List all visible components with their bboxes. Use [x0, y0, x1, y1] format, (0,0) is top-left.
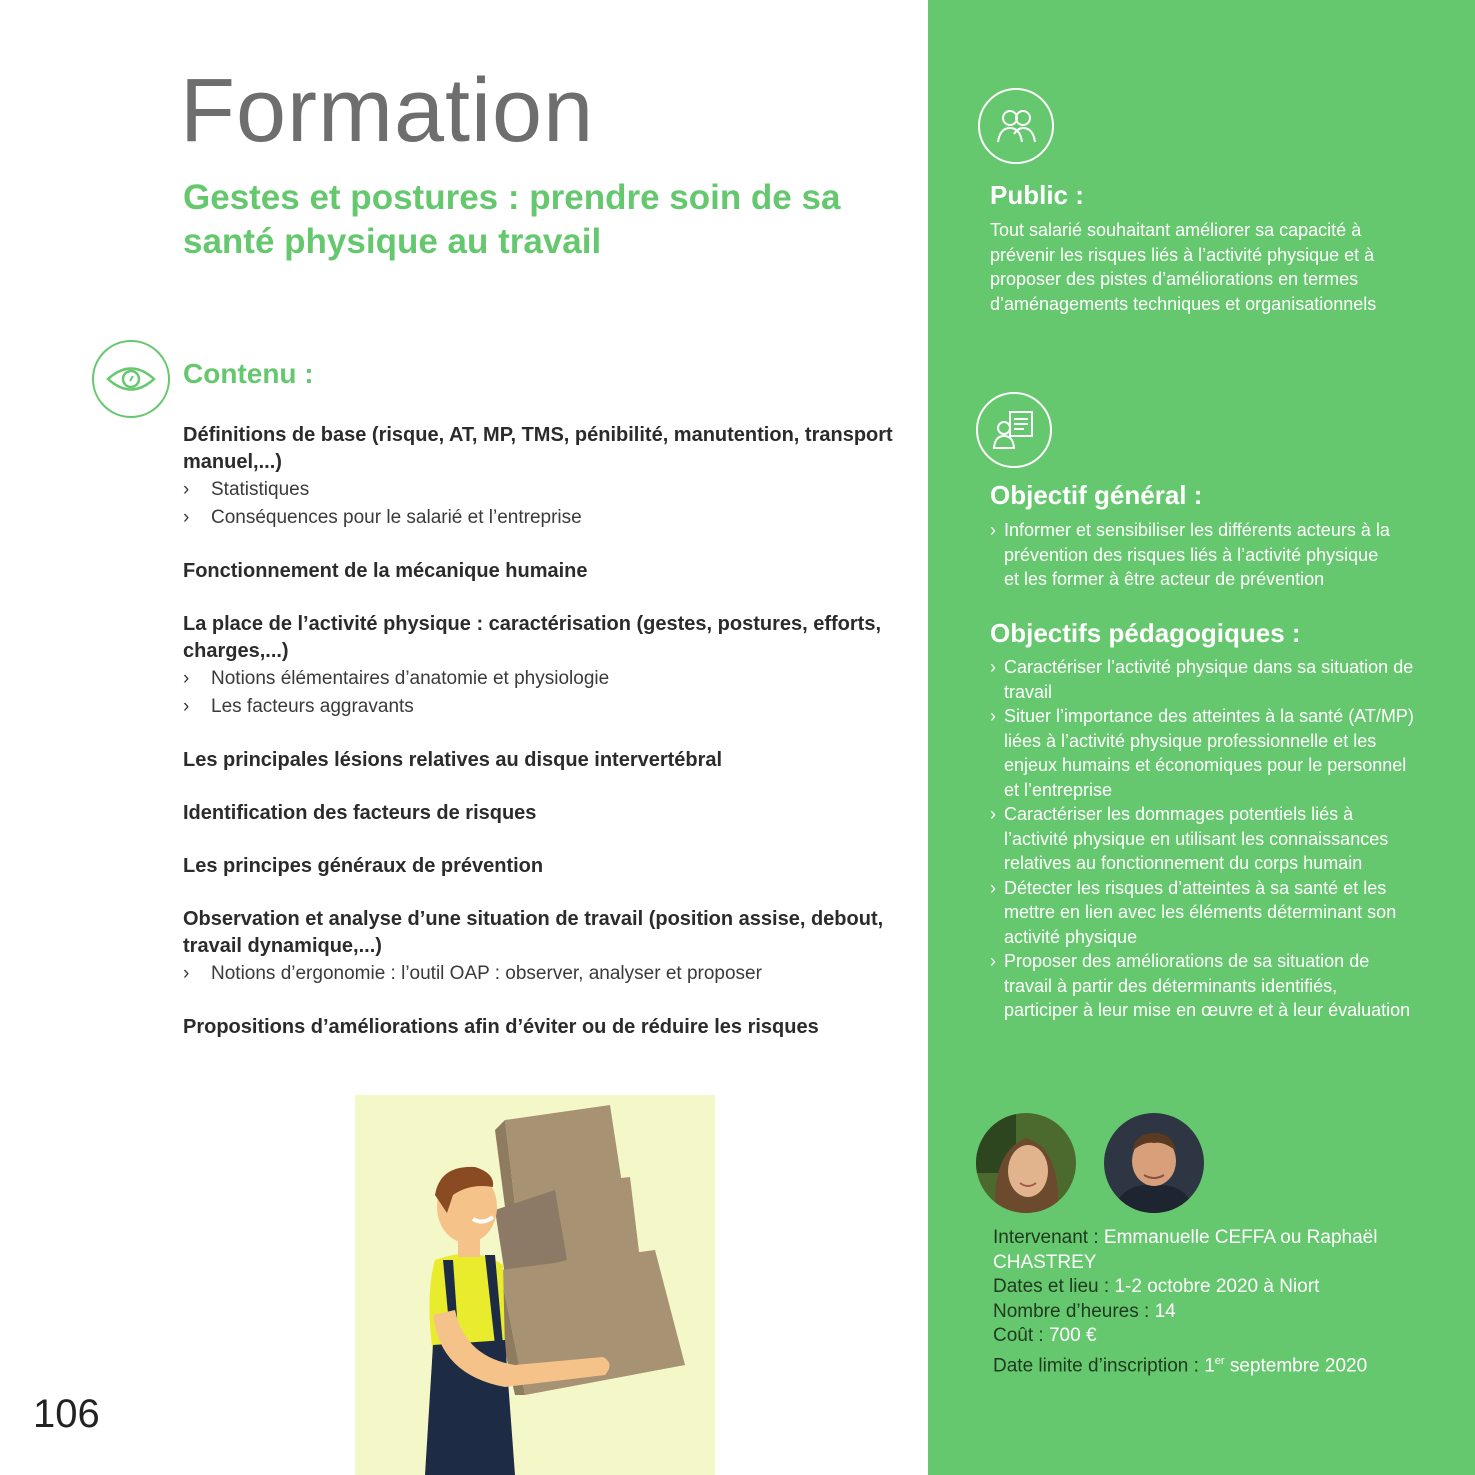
limite-line [993, 1349, 1443, 1379]
heures-value: 14 [1154, 1300, 1176, 1322]
contenu-section [183, 558, 893, 585]
chevron-right-icon: › [990, 804, 996, 824]
section-title: Observation et analyse d’une situation de travail (position assise, debout, travail dynamique,...) [183, 908, 884, 957]
contenu-section [183, 800, 893, 827]
chevron-right-icon: › [990, 520, 996, 540]
mover-illustration [355, 1095, 715, 1475]
dates-label: Dates et lieu : [993, 1276, 1110, 1297]
chevron-right-icon: › [183, 696, 190, 717]
contenu-section [183, 611, 893, 721]
avatar-emmanuelle [976, 1113, 1076, 1213]
chevron-right-icon: › [990, 877, 996, 898]
intervenant-line [993, 1226, 1443, 1275]
contenu-section [183, 906, 893, 988]
list-item: › Informer et sensibiliser les différents acteurs à la prévention des risques liés à l’activité physique et les former à être acteur de prévention [990, 520, 1390, 589]
limite-sup: er [1214, 1354, 1225, 1367]
chevron-right-icon: › [990, 951, 996, 971]
public-text: Tout salarié souhaitant améliorer sa capacité à prévenir les risques liés à l’activité physique et à proposer des pistes d’améliorations en termes d’aménagements techniques et organisationnels [990, 220, 1377, 314]
page-number: 106 [33, 1392, 100, 1436]
section-title: Fonctionnement de la mécanique humaine [183, 560, 588, 582]
chevron-right-icon: › [183, 963, 190, 984]
limite-day: 1 [1204, 1354, 1215, 1376]
list-item: › Caractériser l’activité physique dans sa situation de travail [990, 657, 1414, 702]
contenu-section [183, 853, 893, 880]
objectifs-pedagogiques-heading: Objectifs pédagogiques : [990, 618, 1301, 648]
objectif-general-heading: Objectif général : [990, 480, 1203, 510]
section-title: Définitions de base (risque, AT, MP, TMS, pénibilité, manutention, transport manuel,...) [183, 424, 893, 473]
public-heading: Public : [990, 180, 1084, 210]
section-title: Identification des facteurs de risques [183, 802, 537, 824]
intervenant-label: Intervenant : [993, 1227, 1099, 1248]
limite-rest: septembre 2020 [1229, 1354, 1368, 1376]
heures-line [993, 1300, 1443, 1325]
section-title: La place de l’activité physique : caractérisation (gestes, postures, efforts, charges,...) [183, 613, 882, 662]
cout-value: 700 € [1048, 1325, 1097, 1346]
list-item: › Statistiques [183, 476, 893, 504]
objectif-general-list [990, 518, 1390, 592]
chevron-right-icon: › [183, 507, 190, 528]
page-title: Formation [180, 61, 595, 161]
cout-line [993, 1324, 1443, 1349]
contenu-heading: Contenu : [183, 358, 314, 389]
cout-label: Coût : [993, 1325, 1044, 1346]
course-subtitle: Gestes et postures : prendre soin de sa santé physique au travail [183, 178, 841, 261]
presentation-icon [976, 392, 1052, 468]
section-title: Les principes généraux de prévention [183, 855, 544, 877]
chevron-right-icon: › [990, 706, 996, 726]
contenu-section [183, 747, 893, 774]
list-item: › Conséquences pour le salarié et l’entreprise [183, 504, 893, 532]
contenu-section [183, 1014, 893, 1041]
dates-value: 1-2 octobre 2020 à Niort [1114, 1276, 1320, 1297]
list-item: › Les facteurs aggravants [183, 693, 893, 721]
section-title: Les principales lésions relatives au disque intervertébral [183, 749, 723, 771]
chevron-right-icon: › [990, 657, 996, 677]
people-icon [978, 88, 1054, 164]
list-item: › Notions élémentaires d’anatomie et physiologie [183, 665, 893, 693]
objectifs-pedagogiques-list [990, 655, 1415, 1023]
contenu-section [183, 422, 893, 532]
heures-label: Nombre d’heures : [993, 1300, 1150, 1322]
course-info [993, 1226, 1443, 1378]
chevron-right-icon: › [183, 479, 190, 500]
eye-icon [92, 340, 170, 418]
list-item: › Détecter les risques d’atteintes à sa santé et les mettre en lien avec les éléments déterminant son activité physique [990, 877, 1397, 947]
dates-line [993, 1275, 1443, 1300]
chevron-right-icon: › [183, 668, 190, 689]
limite-label: Date limite d’inscription : [993, 1354, 1199, 1376]
contenu-list [183, 422, 893, 1067]
list-item: › Proposer des améliorations de sa situation de travail à partir des déterminants identifiés, participer à leur mise en œuvre et à leur évaluation [990, 951, 1411, 1020]
list-item: › Caractériser les dommages potentiels liés à l’activité physique en utilisant les connaissances relatives au fonctionnement du corps humain [990, 804, 1389, 873]
section-title: Propositions d’améliorations afin d’éviter ou de réduire les risques [183, 1016, 819, 1038]
intervenant-value: Emmanuelle CEFFA ou Raphaël CHASTREY [993, 1227, 1378, 1273]
list-item: › Situer l’importance des atteintes à la santé (AT/MP) liées à l’activité physique professionnelle et les enjeux humains et économiques pour le personnel et l’entreprise [990, 706, 1414, 800]
avatar-raphael [1104, 1113, 1204, 1213]
list-item: › Notions d’ergonomie : l’outil OAP : observer, analyser et proposer [183, 960, 893, 988]
